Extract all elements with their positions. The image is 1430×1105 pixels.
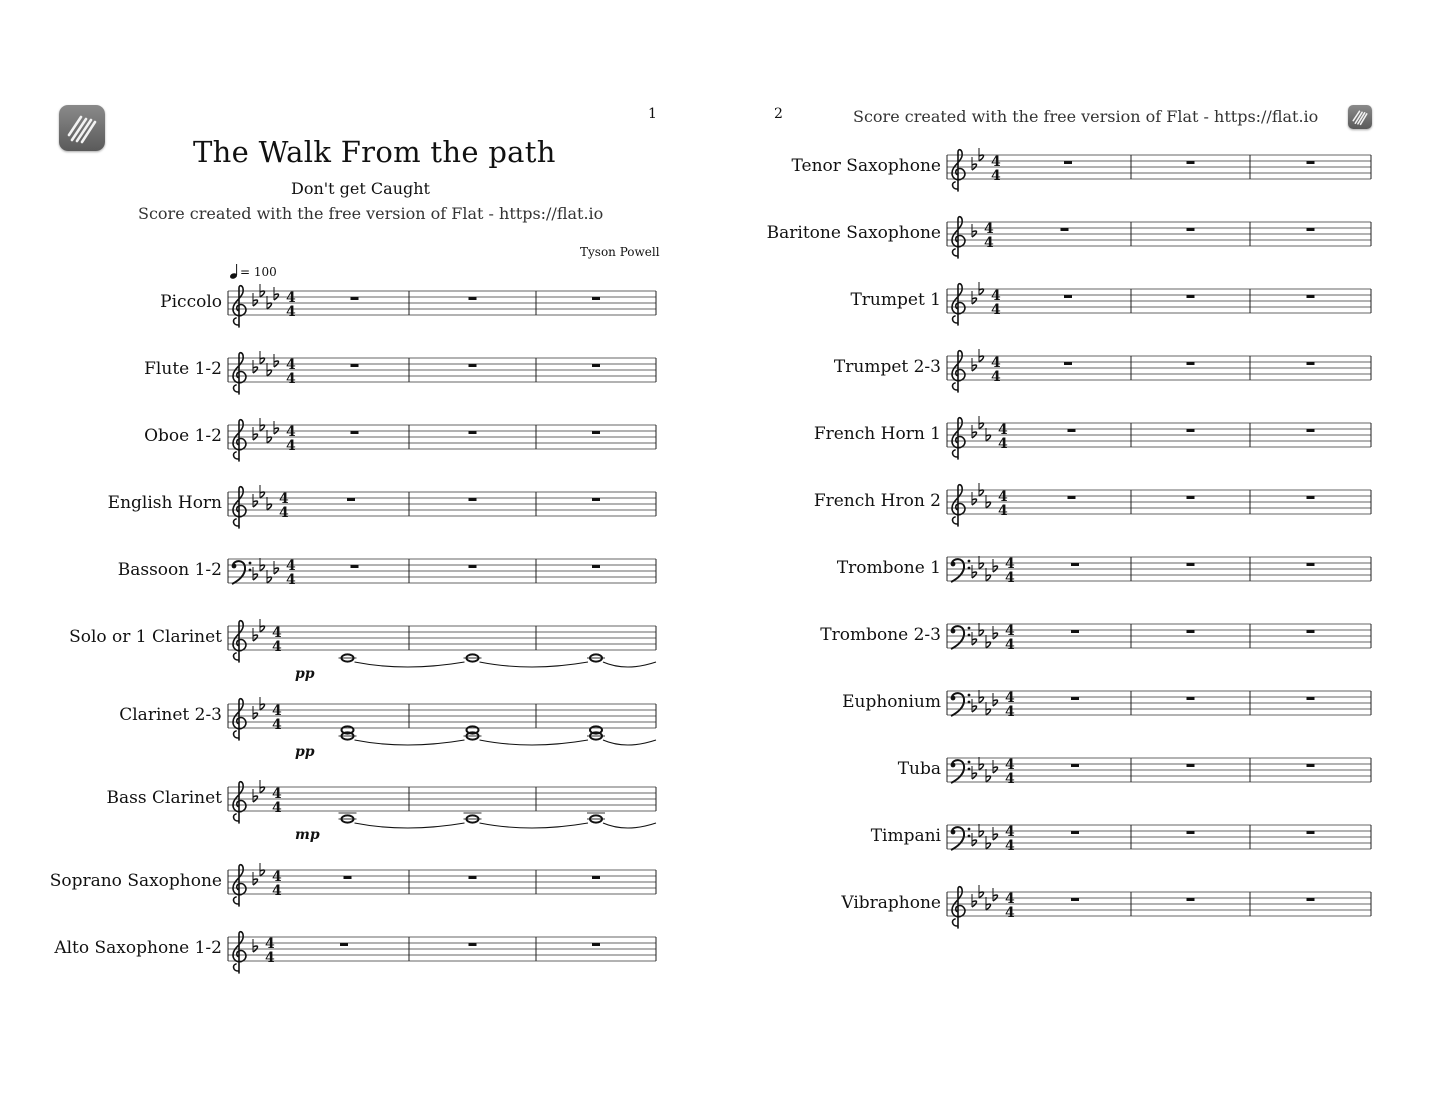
flat-icon — [260, 565, 265, 571]
staff — [947, 556, 1371, 586]
time-signature-bottom: 4 — [1005, 637, 1015, 653]
time-signature-bottom: 4 — [1005, 771, 1015, 787]
treble-clef-icon — [233, 353, 246, 394]
time-signature-top: 4 — [1005, 556, 1015, 572]
time-signature-bottom: 4 — [286, 304, 296, 320]
tie — [603, 662, 656, 667]
whole-rest-icon — [1187, 161, 1195, 164]
bass-clef-dot — [968, 567, 971, 570]
time-signature-bottom: 4 — [286, 572, 296, 588]
time-signature-bottom: 4 — [998, 436, 1008, 452]
time-signature-top: 4 — [1005, 757, 1015, 773]
whole-rest-icon — [592, 364, 600, 367]
time-signature-top: 4 — [984, 221, 994, 237]
instrument-label: Soprano Saxophone — [49, 871, 222, 891]
whole-rest-icon — [1307, 161, 1315, 164]
tie — [355, 740, 465, 745]
whole-rest-icon — [592, 431, 600, 434]
score-title: The Walk From the path — [193, 135, 556, 169]
tie — [480, 823, 589, 828]
instrument-label: Bass Clarinet — [106, 788, 222, 808]
whole-rest-icon — [469, 565, 477, 568]
time-signature-top: 4 — [286, 357, 296, 373]
flat-icon — [986, 843, 991, 849]
bass-clef-dot — [249, 562, 252, 565]
tie — [603, 823, 656, 828]
flat-icon — [986, 904, 991, 910]
treble-clef-icon — [233, 420, 246, 461]
bass-clef-dot — [968, 761, 971, 764]
time-signature-bottom: 4 — [991, 168, 1001, 184]
time-signature-bottom: 4 — [1005, 905, 1015, 921]
instrument-label: Clarinet 2-3 — [119, 705, 222, 725]
flat-icon — [260, 358, 265, 364]
instrument-label: Euphonium — [842, 692, 941, 712]
staff — [228, 485, 656, 528]
staff — [228, 418, 656, 461]
score-page-2 — [715, 0, 1430, 1105]
staff — [228, 932, 656, 973]
bass-clef-dot — [968, 634, 971, 637]
flat-icon — [260, 704, 265, 710]
time-signature-top: 4 — [272, 703, 282, 719]
whole-rest-icon — [1187, 228, 1195, 231]
tie — [355, 662, 465, 667]
treble-clef-icon — [233, 286, 246, 327]
time-signature-top: 4 — [1005, 824, 1015, 840]
staff — [228, 619, 656, 667]
treble-clef-icon — [233, 621, 246, 662]
flat-icon — [986, 502, 991, 508]
time-signature-bottom: 4 — [1005, 704, 1015, 720]
whole-rest-icon — [1307, 630, 1315, 633]
time-signature-bottom: 4 — [286, 438, 296, 454]
time-signature-top: 4 — [1005, 891, 1015, 907]
whole-rest-icon — [1307, 496, 1315, 499]
instrument-label: Vibraphone — [841, 893, 941, 913]
whole-rest-icon — [469, 364, 477, 367]
flat-icon — [979, 563, 984, 569]
time-signature-bottom: 4 — [279, 505, 289, 521]
whole-rest-icon — [1187, 630, 1195, 633]
time-signature-top: 4 — [1005, 623, 1015, 639]
time-signature-top: 4 — [286, 290, 296, 306]
flat-icon — [986, 709, 991, 715]
instrument-label: Baritone Saxophone — [766, 223, 941, 243]
whole-rest-icon — [1187, 764, 1195, 767]
instrument-label: French Hron 2 — [813, 491, 941, 511]
flat-icon — [267, 370, 272, 376]
whole-rest-icon — [1187, 898, 1195, 901]
whole-rest-icon — [1187, 697, 1195, 700]
instrument-label: Solo or 1 Clarinet — [69, 627, 222, 647]
whole-rest-icon — [1071, 630, 1079, 633]
whole-rest-icon — [1307, 295, 1315, 298]
whole-rest-icon — [351, 431, 359, 434]
time-signature-bottom: 4 — [998, 503, 1008, 519]
page-number: 2 — [774, 106, 783, 122]
staff — [947, 824, 1371, 854]
staff — [947, 217, 1371, 258]
instrument-label: Oboe 1-2 — [144, 426, 222, 446]
flat-icon — [986, 435, 991, 441]
treble-clef-icon — [233, 932, 246, 973]
flat-icon — [979, 764, 984, 770]
bass-clef-dot — [951, 629, 956, 634]
instrument-label: Trumpet 2-3 — [833, 357, 941, 377]
whole-rest-icon — [1187, 831, 1195, 834]
flat-icon — [267, 577, 272, 583]
staff — [947, 483, 1371, 526]
treble-clef-icon — [233, 865, 246, 906]
tie — [355, 823, 465, 828]
whole-rest-icon — [347, 498, 355, 501]
bass-clef-dot — [968, 828, 971, 831]
page-2-staves — [715, 0, 1430, 1105]
bass-clef-dot — [968, 560, 971, 563]
composer: Tyson Powell — [580, 245, 660, 259]
flat-icon — [979, 155, 984, 161]
whole-rest-icon — [1187, 429, 1195, 432]
staff — [228, 284, 656, 327]
whole-rest-icon — [351, 565, 359, 568]
time-signature-top: 4 — [998, 489, 1008, 505]
treble-clef-icon — [952, 351, 965, 392]
whole-rest-icon — [1071, 831, 1079, 834]
whole-rest-icon — [469, 431, 477, 434]
score-subtitle: Don't get Caught — [291, 179, 430, 198]
flat-icon — [986, 642, 991, 648]
whole-rest-icon — [1064, 295, 1072, 298]
staff — [228, 351, 656, 394]
bass-clef-dot — [968, 627, 971, 630]
time-signature-top: 4 — [1005, 690, 1015, 706]
staff — [947, 416, 1371, 459]
flat-icon — [260, 787, 265, 793]
flat-icon — [979, 490, 984, 496]
flat-icon — [979, 697, 984, 703]
time-signature-top: 4 — [272, 786, 282, 802]
time-signature-top: 4 — [286, 558, 296, 574]
whole-rest-icon — [1187, 295, 1195, 298]
bass-clef-dot — [232, 564, 237, 569]
time-signature-bottom: 4 — [984, 235, 994, 251]
treble-clef-icon — [952, 150, 965, 191]
flat-icon — [267, 437, 272, 443]
time-signature-bottom: 4 — [991, 369, 1001, 385]
whole-rest-icon — [1307, 429, 1315, 432]
staff — [228, 780, 656, 828]
staff — [947, 885, 1371, 928]
tie — [603, 740, 656, 745]
treble-clef-icon — [233, 782, 246, 823]
time-signature-bottom: 4 — [272, 883, 282, 899]
whole-rest-icon — [351, 364, 359, 367]
bass-clef-dot — [968, 694, 971, 697]
staff — [947, 757, 1371, 787]
bass-clef-dot — [951, 830, 956, 835]
dynamic-marking: pp — [295, 744, 315, 760]
whole-rest-icon — [1307, 764, 1315, 767]
instrument-label: Trumpet 1 — [850, 290, 941, 310]
staff — [947, 690, 1371, 720]
flat-icon — [260, 291, 265, 297]
instrument-label: Trombone 2-3 — [820, 625, 941, 645]
whole-rest-icon — [592, 297, 600, 300]
time-signature-bottom: 4 — [265, 950, 275, 966]
time-signature-top: 4 — [272, 625, 282, 641]
bass-clef-dot — [968, 835, 971, 838]
flat-icon — [986, 575, 991, 581]
time-signature-top: 4 — [272, 869, 282, 885]
staff — [947, 349, 1371, 392]
bass-clef-dot — [951, 696, 956, 701]
flat-icon — [979, 892, 984, 898]
flat-icon — [979, 831, 984, 837]
instrument-label: French Horn 1 — [813, 424, 941, 444]
whole-rest-icon — [1307, 697, 1315, 700]
bass-clef-dot — [968, 701, 971, 704]
time-signature-top: 4 — [991, 288, 1001, 304]
whole-rest-icon — [1064, 161, 1072, 164]
flat-credit: Score created with the free version of Flat - https://flat.io — [853, 107, 1319, 126]
whole-rest-icon — [1071, 697, 1079, 700]
time-signature-bottom: 4 — [1005, 570, 1015, 586]
time-signature-bottom: 4 — [991, 302, 1001, 318]
bass-clef-dot — [951, 562, 956, 567]
time-signature-top: 4 — [991, 154, 1001, 170]
treble-clef-icon — [952, 284, 965, 325]
time-signature-bottom: 4 — [272, 800, 282, 816]
instrument-label: Bassoon 1-2 — [117, 560, 222, 580]
flat-icon — [267, 303, 272, 309]
whole-rest-icon — [592, 876, 600, 879]
whole-rest-icon — [1307, 563, 1315, 566]
time-signature-top: 4 — [286, 424, 296, 440]
whole-rest-icon — [1068, 429, 1076, 432]
whole-rest-icon — [592, 565, 600, 568]
bass-clef-dot — [968, 768, 971, 771]
whole-rest-icon — [1061, 228, 1069, 231]
dynamic-marking: pp — [295, 666, 315, 682]
whole-rest-icon — [344, 876, 352, 879]
instrument-label: Piccolo — [160, 292, 222, 312]
treble-clef-icon — [952, 217, 965, 258]
whole-rest-icon — [592, 498, 600, 501]
whole-rest-icon — [1071, 563, 1079, 566]
instrument-label: Trombone 1 — [836, 558, 941, 578]
staff — [947, 623, 1371, 653]
whole-rest-icon — [1071, 898, 1079, 901]
whole-rest-icon — [1187, 563, 1195, 566]
treble-clef-icon — [952, 887, 965, 928]
whole-rest-icon — [1068, 496, 1076, 499]
tie — [480, 662, 589, 667]
whole-rest-icon — [1307, 898, 1315, 901]
whole-rest-icon — [1071, 764, 1079, 767]
instrument-label: Flute 1-2 — [144, 359, 222, 379]
instrument-label: Tuba — [897, 759, 941, 779]
flat-icon — [979, 423, 984, 429]
whole-rest-icon — [592, 943, 600, 946]
time-signature-top: 4 — [265, 936, 275, 952]
treble-clef-icon — [233, 487, 246, 528]
whole-rest-icon — [1187, 362, 1195, 365]
instrument-label: Timpani — [870, 826, 941, 846]
whole-rest-icon — [1064, 362, 1072, 365]
staff — [228, 697, 656, 745]
dynamic-marking: mp — [295, 827, 320, 843]
page-number: 1 — [648, 106, 657, 122]
whole-rest-icon — [351, 297, 359, 300]
whole-rest-icon — [1307, 228, 1315, 231]
whole-rest-icon — [469, 876, 477, 879]
staff — [228, 863, 656, 906]
treble-clef-icon — [952, 485, 965, 526]
flat-icon — [986, 776, 991, 782]
flat-icon — [979, 630, 984, 636]
flat-icon — [979, 289, 984, 295]
flat-icon — [260, 492, 265, 498]
flat-icon — [260, 626, 265, 632]
bass-clef-dot — [249, 569, 252, 572]
time-signature-bottom: 4 — [272, 639, 282, 655]
whole-rest-icon — [1307, 831, 1315, 834]
flat-icon — [260, 425, 265, 431]
instrument-label: English Horn — [107, 493, 222, 513]
staff — [228, 558, 656, 588]
tempo-marking: = 100 — [240, 265, 277, 279]
instrument-label: Tenor Saxophone — [791, 156, 941, 176]
flat-icon — [267, 504, 272, 510]
treble-clef-icon — [952, 418, 965, 459]
flat-credit: Score created with the free version of Flat - https://flat.io — [138, 204, 604, 223]
time-signature-top: 4 — [279, 491, 289, 507]
whole-rest-icon — [469, 297, 477, 300]
whole-rest-icon — [469, 498, 477, 501]
whole-rest-icon — [340, 943, 348, 946]
bass-clef-dot — [951, 763, 956, 768]
time-signature-bottom: 4 — [272, 717, 282, 733]
time-signature-bottom: 4 — [286, 371, 296, 387]
time-signature-top: 4 — [991, 355, 1001, 371]
tie — [480, 740, 589, 745]
flat-icon — [260, 870, 265, 876]
flat-icon — [979, 356, 984, 362]
whole-rest-icon — [469, 943, 477, 946]
staff — [947, 282, 1371, 325]
time-signature-top: 4 — [998, 422, 1008, 438]
whole-rest-icon — [1187, 496, 1195, 499]
whole-rest-icon — [1307, 362, 1315, 365]
instrument-label: Alto Saxophone 1-2 — [54, 938, 222, 958]
time-signature-bottom: 4 — [1005, 838, 1015, 854]
staff — [947, 148, 1371, 191]
treble-clef-icon — [233, 699, 246, 740]
